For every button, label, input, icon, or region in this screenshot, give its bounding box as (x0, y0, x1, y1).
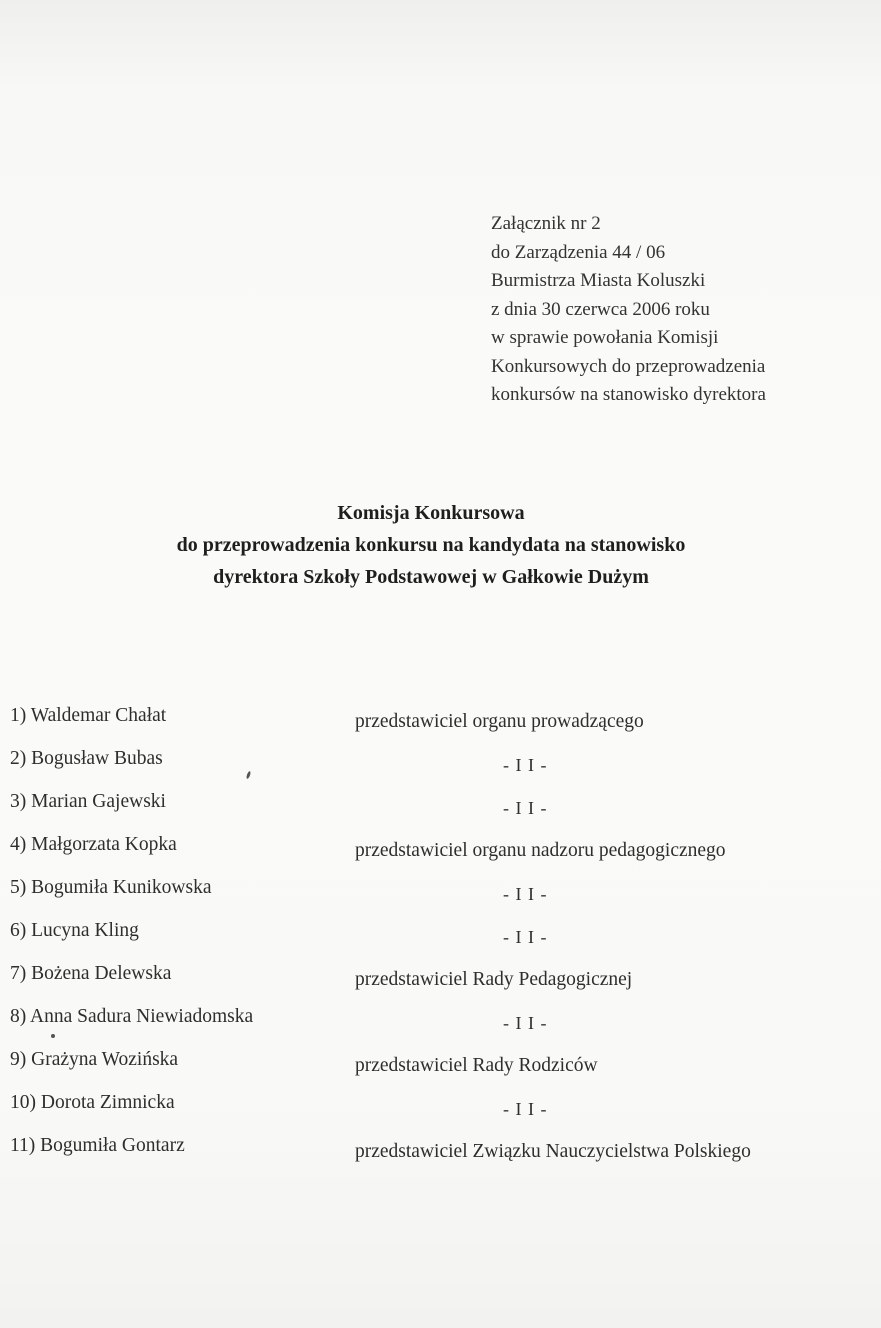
attachment-line: Konkursowych do przeprowadzenia (491, 355, 766, 377)
member-role: przedstawiciel organu nadzoru pedagogicznego (355, 840, 726, 861)
member-row (10, 787, 870, 830)
member-row (10, 1002, 870, 1045)
member-name: 3) Marian Gajewski (10, 791, 166, 812)
member-row (10, 1045, 870, 1088)
member-role-ditto: - I I - (503, 798, 548, 818)
member-name: 1) Waldemar Chałat (10, 705, 167, 726)
attachment-line: konkursów na stanowisko dyrektora (491, 384, 766, 405)
attachment-note (491, 210, 871, 410)
attachment-line: Burmistrza Miasta Koluszki (491, 270, 706, 291)
attachment-line: w sprawie powołania Komisji (491, 327, 719, 348)
member-row (10, 701, 870, 744)
member-row (10, 959, 870, 1002)
member-name: 8) Anna Sadura Niewiadomska (10, 1006, 254, 1027)
document-heading (0, 497, 862, 593)
member-role: przedstawiciel Rady Pedagogicznej (355, 969, 633, 990)
heading-line: dyrektora Szkoły Podstawowej w Gałkowie Dużym (213, 566, 649, 588)
attachment-line: z dnia 30 czerwca 2006 roku (491, 298, 710, 320)
member-name: 9) Grażyna Wozińska (10, 1049, 179, 1070)
member-role: przedstawiciel organu prowadzącego (355, 711, 644, 732)
member-row (10, 916, 870, 959)
member-name: 11) Bogumiła Gontarz (10, 1135, 185, 1156)
member-name: 5) Bogumiła Kunikowska (10, 877, 212, 898)
member-name: 4) Małgorzata Kopka (10, 834, 177, 855)
member-name: 7) Bożena Delewska (10, 963, 172, 984)
member-row (10, 744, 870, 787)
heading-line: do przeprowadzenia konkursu na kandydata na stanowisko (176, 534, 686, 556)
member-role: przedstawiciel Związku Nauczycielstwa Polskiego (355, 1141, 751, 1162)
member-role: przedstawiciel Rady Rodziców (355, 1055, 598, 1076)
attachment-line: do Zarządzenia 44 / 06 (491, 241, 666, 263)
scan-speck (51, 1034, 55, 1038)
member-role-ditto: - I I - (503, 755, 548, 775)
member-list (10, 701, 870, 1174)
member-name: 6) Lucyna Kling (10, 920, 139, 941)
member-name: 2) Bogusław Bubas (10, 748, 163, 769)
attachment-line: Załącznik nr 2 (491, 213, 601, 234)
member-role-ditto: - I I - (503, 1013, 548, 1033)
member-row (10, 873, 870, 916)
member-row (10, 1088, 870, 1131)
member-role-ditto: - I I - (503, 1099, 548, 1119)
member-name: 10) Dorota Zimnicka (10, 1092, 175, 1113)
heading-title: Komisja Konkursowa (337, 502, 525, 524)
member-row (10, 1131, 870, 1174)
member-role-ditto: - I I - (503, 884, 548, 904)
member-role-ditto: - I I - (503, 927, 548, 947)
member-row (10, 830, 870, 873)
